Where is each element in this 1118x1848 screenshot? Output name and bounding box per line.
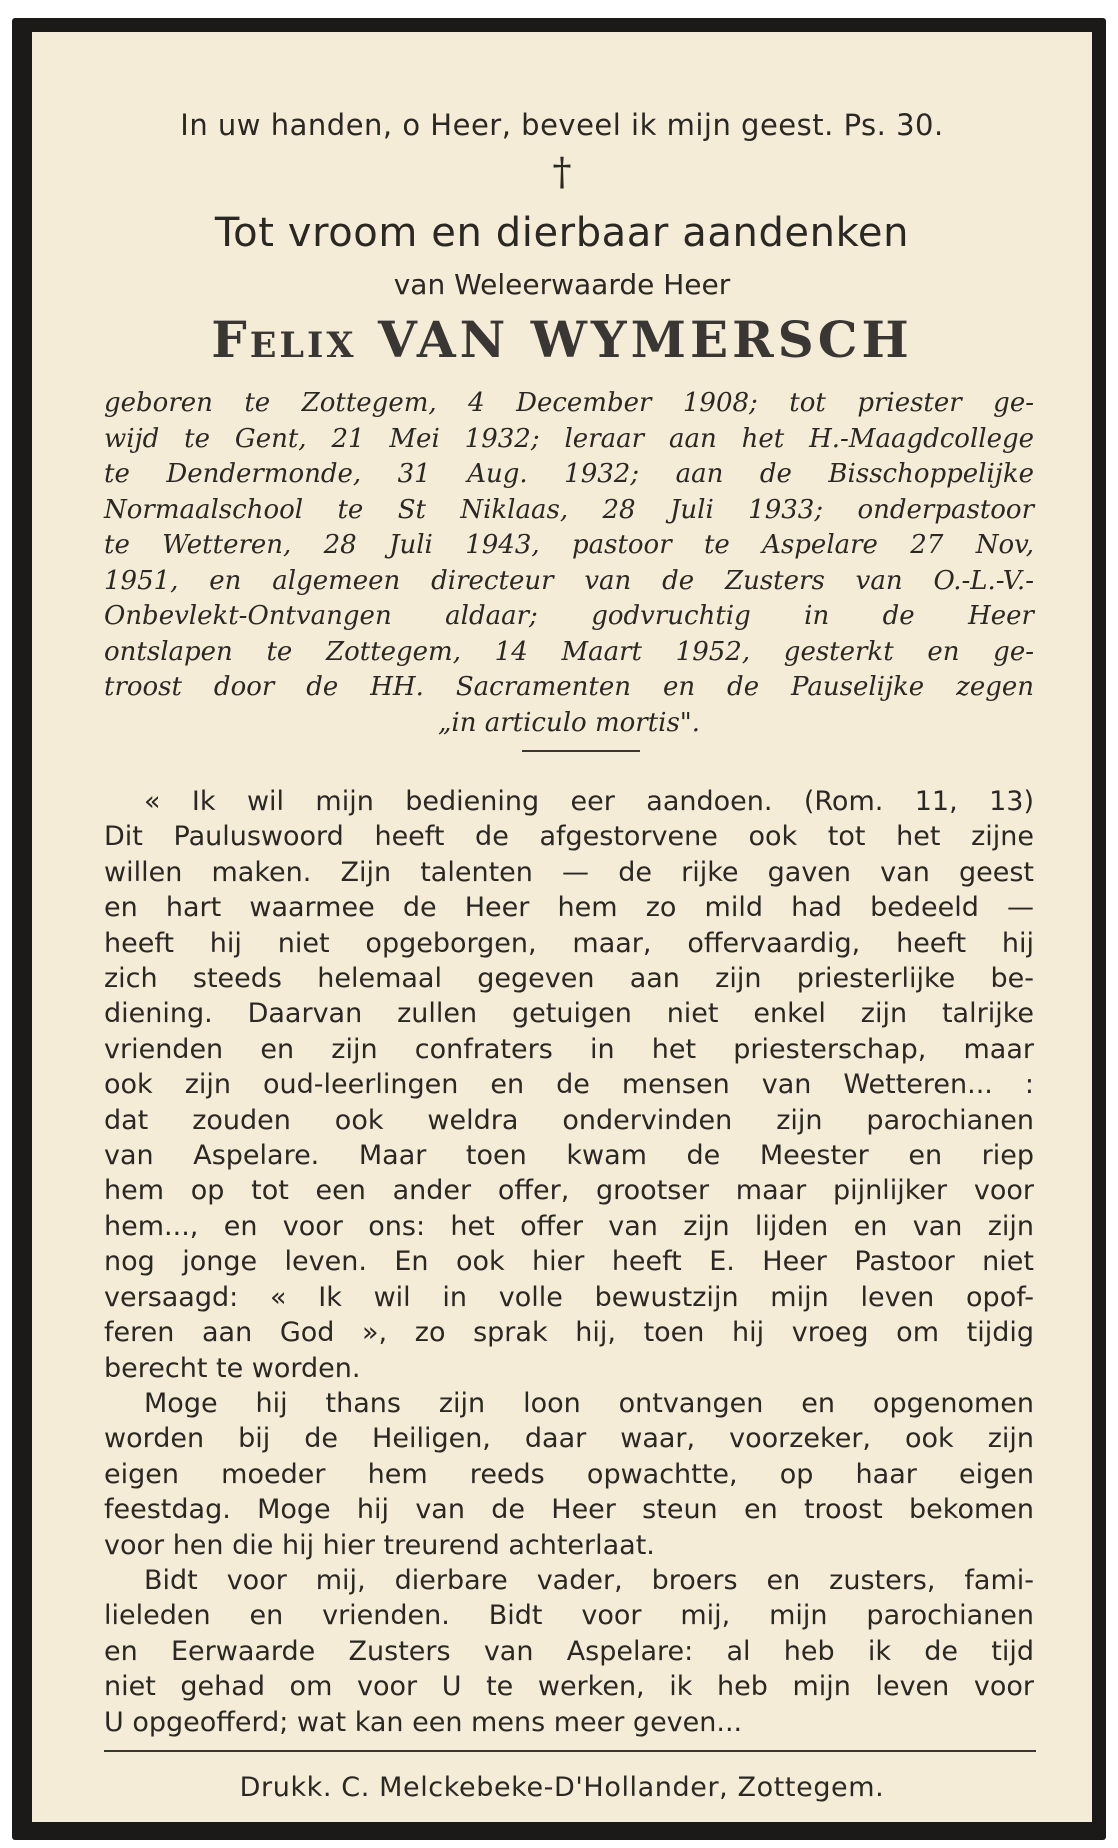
body-line: vrienden en zijn confraters in het priesterschap, maar (104, 1033, 1034, 1065)
bio-line: „in articulo mortis". (437, 707, 701, 738)
body-line: Bidt voor mij, dierbare vader, broers en zusters, fami- (144, 1564, 1034, 1596)
printer-credit: Drukk. C. Melckebeke-D'Hollander, Zottegem. (239, 1772, 885, 1803)
body-line: versaagd: « Ik wil in volle bewustzijn mijn leven opof- (104, 1281, 1034, 1313)
body-line: heeft hij niet opgeborgen, maar, offervaardig, heeft hij (104, 927, 1034, 959)
divider-long (104, 1750, 1036, 1752)
body-line: feestdag. Moge hij van de Heer steun en troost bekomen (104, 1494, 1034, 1526)
bio-line: Normaalschool te St Niklaas, 28 Juli 1933; onderpastoor (104, 494, 1034, 525)
body-line: eigen moeder hem reeds opwachtte, op haar eigen (104, 1458, 1034, 1490)
body-line: hem..., en voor ons: het offer van zijn lijden en van zijn (104, 1210, 1034, 1242)
deceased-name (32, 310, 1092, 369)
body-line: en hart waarmee de Heer hem zo mild had bedeeld — (104, 892, 1034, 924)
body-line: dat zouden ook weldra ondervinden zijn parochianen (104, 1104, 1034, 1136)
body-line: hem op tot een ander offer, grootser maar pijnlijker voor (104, 1175, 1034, 1207)
epigraph: In uw handen, o Heer, beveel ik mijn geest. Ps. 30. (180, 108, 944, 142)
bio-line: te Dendermonde, 31 Aug. 1932; aan de Bisschoppelijke (104, 459, 1034, 489)
body-line: niet gehad om voor U te werken, ik heb mijn leven voor (104, 1671, 1034, 1703)
cross-icon: † (552, 150, 572, 194)
bio-line: geboren te Zottegem, 4 December 1908; tot priester ge- (104, 388, 1034, 418)
bio-line: Onbevlekt-Ontvangen aldaar; godvruchtig in de Heer (104, 601, 1034, 631)
body-line: feren aan God », zo sprak hij, toen hij vroeg om tijdig (104, 1317, 1034, 1349)
bio-line: 1951, en algemeen directeur van de Zusters van O.-L.-V.- (104, 565, 1034, 596)
bio-line: wijd te Gent, 21 Mei 1932; leraar aan het H.-Maagdcollege (104, 423, 1034, 454)
bio-line: te Wetteren, 28 Juli 1943, pastoor te Aspelare 27 Nov, (104, 530, 1034, 560)
body-text (104, 784, 1034, 1740)
body-line: diening. Daarvan zullen getuigen niet enkel zijn talrijke (104, 998, 1034, 1030)
body-line: zich steeds helemaal gegeven aan zijn priesterlijke be- (104, 963, 1034, 995)
divider-short (522, 750, 640, 752)
body-line: willen maken. Zijn talenten — de rijke gaven van geest (104, 856, 1034, 888)
bio-line: troost door de HH. Sacramenten en de Pauselijke zegen (104, 672, 1034, 702)
body-line: voor hen die hij hier treurend achterlaat. (104, 1529, 655, 1561)
body-line: van Aspelare. Maar toen kwam de Meester en riep (104, 1140, 1034, 1172)
card-paper (32, 32, 1092, 1822)
heading: Tot vroom en dierbaar aandenken (214, 210, 910, 256)
biography (104, 386, 1034, 741)
bio-line: ontslapen te Zottegem, 14 Maart 1952, gesterkt en ge- (104, 636, 1034, 667)
body-line: worden bij de Heiligen, daar waar, voorzeker, ook zijn (104, 1423, 1034, 1455)
body-line: nog jonge leven. En ook hier heeft E. Heer Pastoor niet (104, 1246, 1034, 1278)
given-name: Felix (211, 310, 357, 369)
body-line: Dit Pauluswoord heeft de afgestorvene ook tot het zijne (104, 821, 1034, 853)
memorial-card (12, 18, 1106, 1840)
subheading: van Weleerwaarde Heer (393, 268, 731, 301)
body-line: lieleden en vrienden. Bidt voor mij, mijn parochianen (104, 1600, 1034, 1632)
body-line: « Ik wil mijn bediening eer aandoen. (Rom. 11, 13) (144, 786, 1034, 817)
family-name: VAN WYMERSCH (377, 310, 913, 369)
body-line: ook zijn oud-leerlingen en de mensen van Wetteren... : (104, 1069, 1034, 1101)
body-line: U opgeofferd; wat kan een mens meer geven... (104, 1706, 743, 1738)
body-line: Moge hij thans zijn loon ontvangen en opgenomen (144, 1387, 1034, 1419)
body-line: en Eerwaarde Zusters van Aspelare: al heb ik de tijd (104, 1635, 1034, 1667)
body-line: berecht te worden. (104, 1352, 361, 1384)
